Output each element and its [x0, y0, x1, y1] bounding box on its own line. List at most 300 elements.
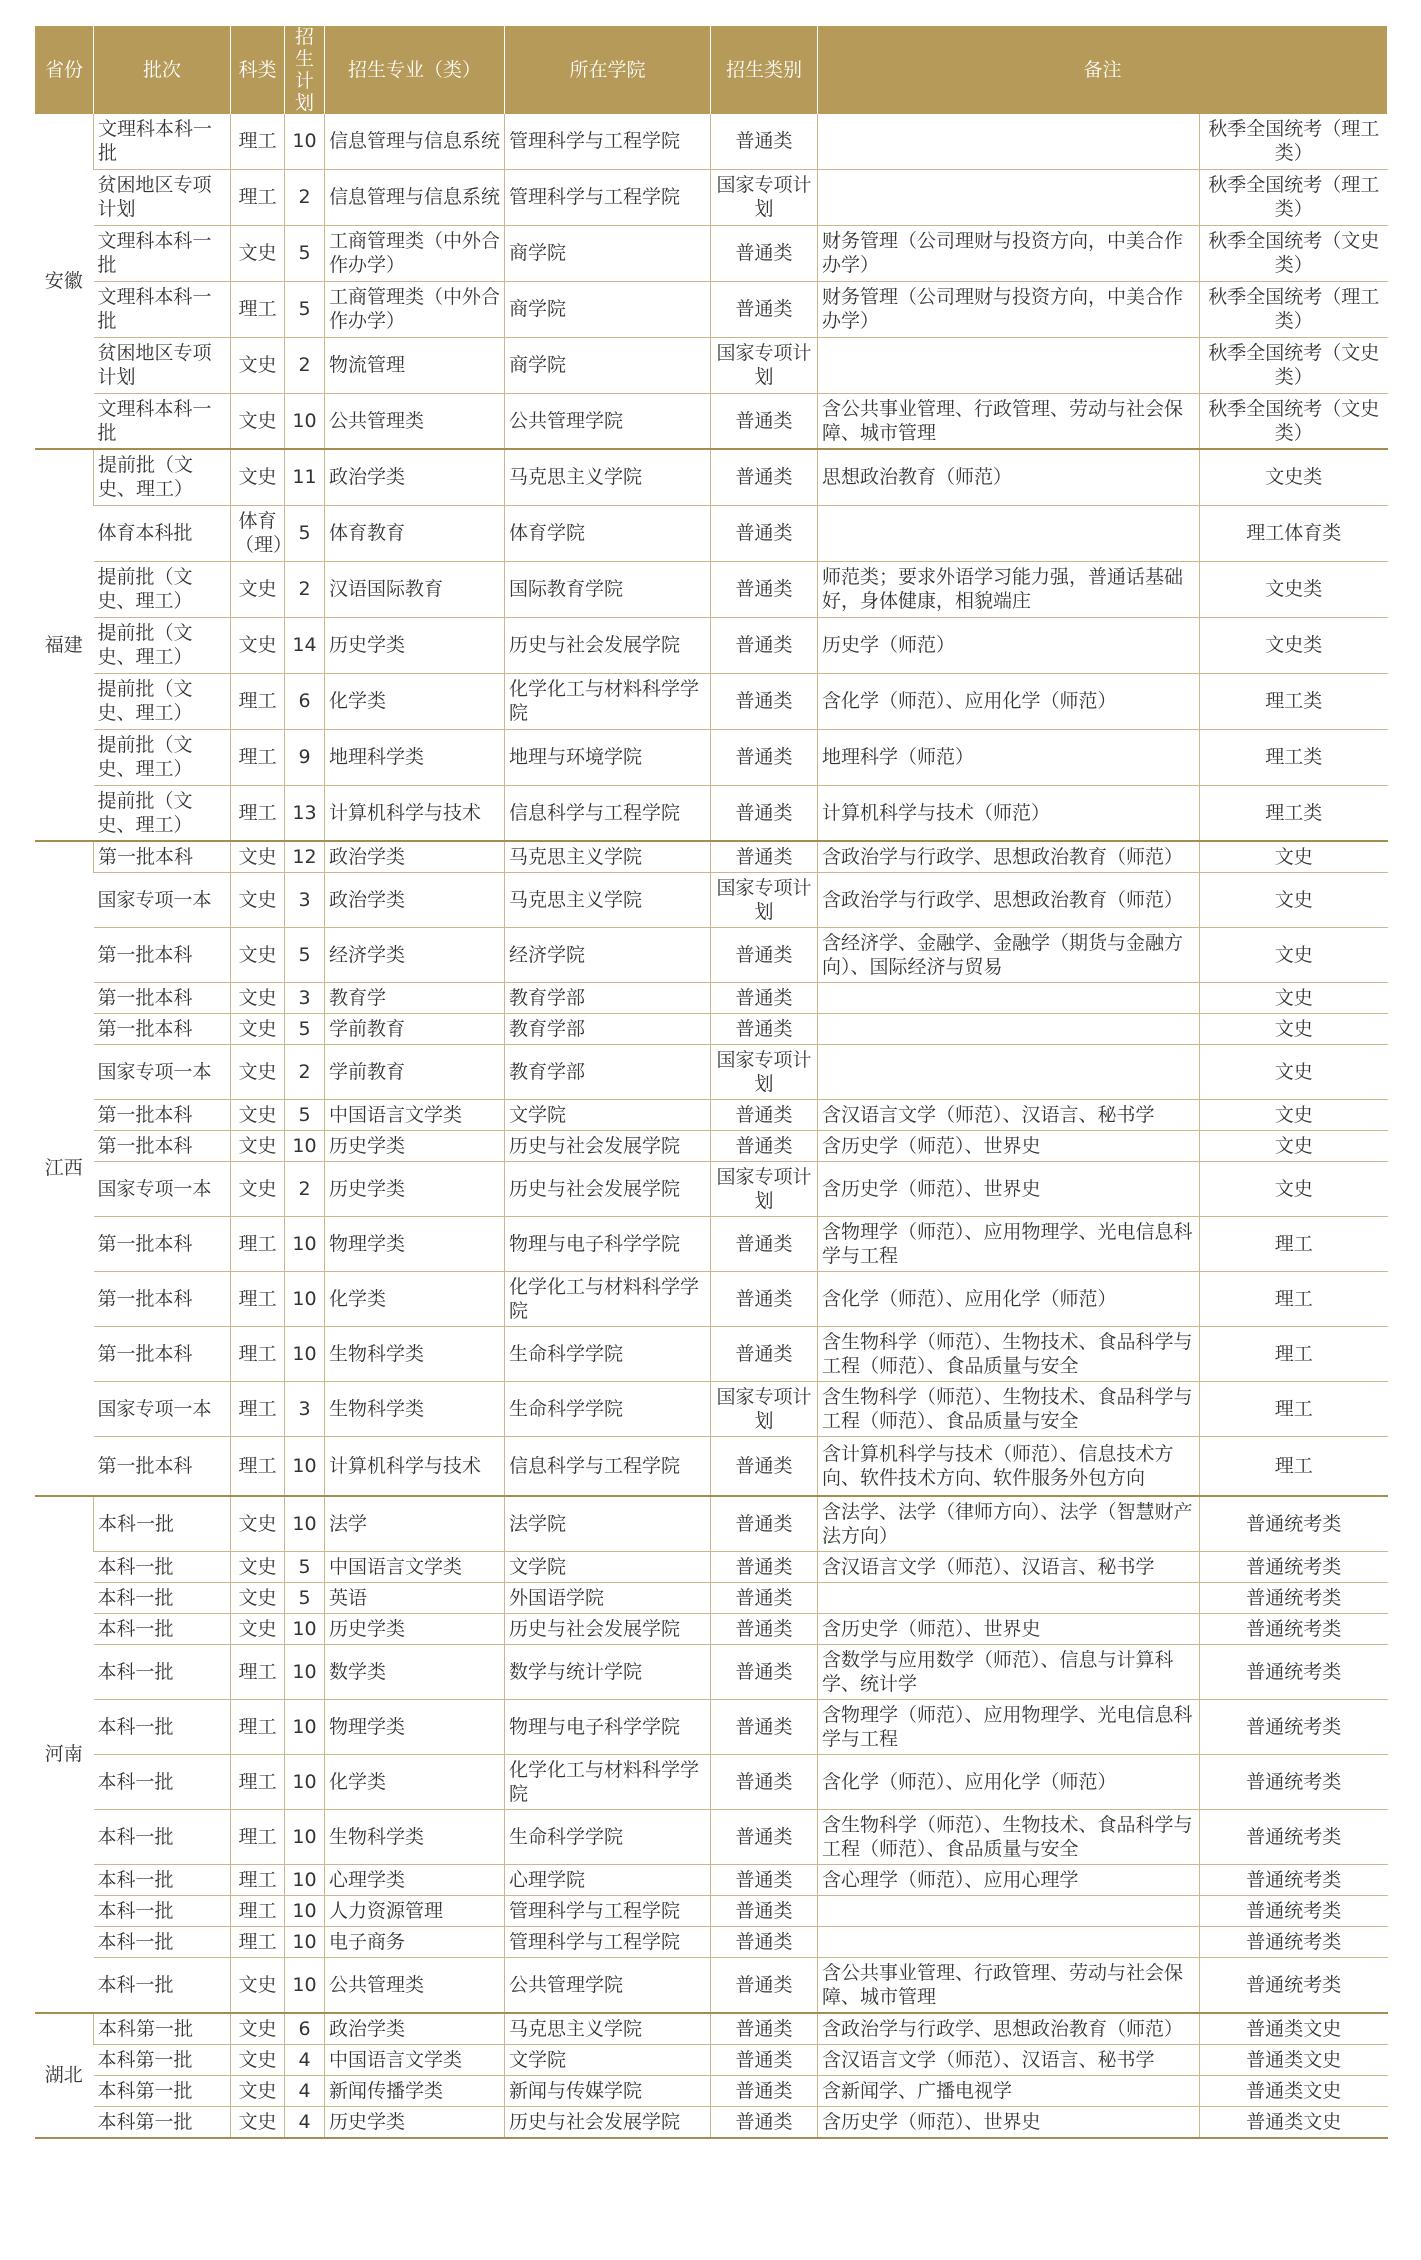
table-row: [35, 1551, 1388, 1582]
category-cell: 普通类: [711, 505, 818, 561]
category-cell: 普通类: [711, 928, 818, 983]
category-cell: 普通类: [711, 785, 818, 841]
plan-cell: 14: [285, 617, 325, 673]
category-cell: 普通类: [711, 1551, 818, 1582]
college-cell: 马克思主义学院: [505, 841, 711, 873]
exam-type-cell: 理工类: [1200, 785, 1388, 841]
category-cell: 普通类: [711, 673, 818, 729]
remark-cell: 含历史学（师范）、世界史: [818, 1131, 1200, 1162]
batch-cell: 第一批本科: [94, 1327, 231, 1382]
table-row: [35, 1957, 1388, 2013]
plan-cell: 5: [285, 928, 325, 983]
category-cell: 普通类: [711, 281, 818, 337]
table-row: [35, 2013, 1388, 2045]
remark-cell: 含历史学（师范）、世界史: [818, 1162, 1200, 1217]
major-cell: 地理科学类: [325, 729, 505, 785]
remark-cell: 含化学（师范）、应用化学（师范）: [818, 673, 1200, 729]
batch-cell: 第一批本科: [94, 1437, 231, 1496]
plan-cell: 3: [285, 1382, 325, 1437]
plan-cell: 2: [285, 337, 325, 393]
remark-cell: 含经济学、金融学、金融学（期货与金融方向）、国际经济与贸易: [818, 928, 1200, 983]
subject-cell: 文史: [231, 1551, 285, 1582]
table-row: [35, 729, 1388, 785]
plan-cell: 11: [285, 449, 325, 505]
subject-cell: 文史: [231, 337, 285, 393]
category-cell: 普通类: [711, 1809, 818, 1864]
college-cell: 历史与社会发展学院: [505, 1613, 711, 1644]
category-cell: 国家专项计划: [711, 169, 818, 225]
remark-cell: [818, 1582, 1200, 1613]
major-cell: 生物科学类: [325, 1327, 505, 1382]
header-remark: 备注: [818, 26, 1388, 114]
batch-cell: 本科一批: [94, 1926, 231, 1957]
table-row: [35, 169, 1388, 225]
header-plan: 招生计划: [285, 26, 325, 114]
category-cell: 普通类: [711, 841, 818, 873]
college-cell: 历史与社会发展学院: [505, 2106, 711, 2138]
college-cell: 心理学院: [505, 1864, 711, 1895]
major-cell: 物流管理: [325, 337, 505, 393]
remark-cell: 含政治学与行政学、思想政治教育（师范）: [818, 2013, 1200, 2045]
remark-cell: 含生物科学（师范）、生物技术、食品科学与工程（师范）、食品质量与安全: [818, 1382, 1200, 1437]
batch-cell: 本科一批: [94, 1754, 231, 1809]
category-cell: 普通类: [711, 393, 818, 449]
header-subject: 科类: [231, 26, 285, 114]
subject-cell: 文史: [231, 1131, 285, 1162]
category-cell: 国家专项计划: [711, 337, 818, 393]
major-cell: 人力资源管理: [325, 1895, 505, 1926]
batch-cell: 文理科本科一批: [94, 393, 231, 449]
remark-cell: [818, 1895, 1200, 1926]
subject-cell: 文史: [231, 393, 285, 449]
exam-type-cell: 普通统考类: [1200, 1809, 1388, 1864]
category-cell: 普通类: [711, 1926, 818, 1957]
table-row: [35, 2044, 1388, 2075]
subject-cell: 理工: [231, 1926, 285, 1957]
college-cell: 生命科学学院: [505, 1809, 711, 1864]
plan-cell: 10: [285, 1926, 325, 1957]
batch-cell: 贫困地区专项计划: [94, 337, 231, 393]
major-cell: 政治学类: [325, 841, 505, 873]
remark-cell: 含心理学（师范）、应用心理学: [818, 1864, 1200, 1895]
table-row: [35, 393, 1388, 449]
college-cell: 历史与社会发展学院: [505, 1131, 711, 1162]
exam-type-cell: 文史: [1200, 1100, 1388, 1131]
subject-cell: 文史: [231, 1100, 285, 1131]
category-cell: 国家专项计划: [711, 1045, 818, 1100]
college-cell: 管理科学与工程学院: [505, 114, 711, 169]
exam-type-cell: 理工: [1200, 1327, 1388, 1382]
college-cell: 信息科学与工程学院: [505, 785, 711, 841]
subject-cell: 理工: [231, 785, 285, 841]
remark-cell: 含物理学（师范）、应用物理学、光电信息科学与工程: [818, 1699, 1200, 1754]
college-cell: 教育学部: [505, 1045, 711, 1100]
major-cell: 信息管理与信息系统: [325, 114, 505, 169]
plan-cell: 10: [285, 1957, 325, 2013]
subject-cell: 文史: [231, 1162, 285, 1217]
province-cell: 江西: [35, 841, 94, 1496]
subject-cell: 理工: [231, 1644, 285, 1699]
college-cell: 教育学部: [505, 1014, 711, 1045]
category-cell: 普通类: [711, 983, 818, 1014]
table-row: [35, 1382, 1388, 1437]
plan-cell: 6: [285, 2013, 325, 2045]
table-row: [35, 2106, 1388, 2138]
subject-cell: 文史: [231, 983, 285, 1014]
exam-type-cell: 普通统考类: [1200, 1864, 1388, 1895]
subject-cell: 文史: [231, 617, 285, 673]
category-cell: 普通类: [711, 1272, 818, 1327]
plan-cell: 5: [285, 281, 325, 337]
remark-cell: 含新闻学、广播电视学: [818, 2075, 1200, 2106]
table-row: [35, 1895, 1388, 1926]
batch-cell: 本科一批: [94, 1582, 231, 1613]
plan-cell: 3: [285, 873, 325, 928]
table-row: [35, 1217, 1388, 1272]
table-row: [35, 1864, 1388, 1895]
batch-cell: 第一批本科: [94, 928, 231, 983]
plan-cell: 10: [285, 1699, 325, 1754]
table-row: [35, 1437, 1388, 1496]
category-cell: 普通类: [711, 1644, 818, 1699]
exam-type-cell: 理工: [1200, 1382, 1388, 1437]
exam-type-cell: 文史: [1200, 928, 1388, 983]
plan-cell: 10: [285, 1496, 325, 1552]
subject-cell: 文史: [231, 561, 285, 617]
subject-cell: 文史: [231, 225, 285, 281]
major-cell: 物理学类: [325, 1217, 505, 1272]
college-cell: 公共管理学院: [505, 393, 711, 449]
province-cell: 河南: [35, 1496, 94, 2013]
college-cell: 马克思主义学院: [505, 2013, 711, 2045]
subject-cell: 理工: [231, 1754, 285, 1809]
table-row: [35, 617, 1388, 673]
subject-cell: 理工: [231, 281, 285, 337]
exam-type-cell: 普通统考类: [1200, 1613, 1388, 1644]
batch-cell: 体育本科批: [94, 505, 231, 561]
exam-type-cell: 普通统考类: [1200, 1496, 1388, 1552]
category-cell: 普通类: [711, 1613, 818, 1644]
plan-cell: 2: [285, 1045, 325, 1100]
batch-cell: 贫困地区专项计划: [94, 169, 231, 225]
major-cell: 电子商务: [325, 1926, 505, 1957]
table-row: [35, 983, 1388, 1014]
remark-cell: [818, 169, 1200, 225]
subject-cell: 理工: [231, 1699, 285, 1754]
college-cell: 马克思主义学院: [505, 449, 711, 505]
subject-cell: 文史: [231, 841, 285, 873]
batch-cell: 本科一批: [94, 1551, 231, 1582]
major-cell: 历史学类: [325, 1613, 505, 1644]
major-cell: 汉语国际教育: [325, 561, 505, 617]
batch-cell: 本科一批: [94, 1895, 231, 1926]
exam-type-cell: 普通统考类: [1200, 1699, 1388, 1754]
major-cell: 历史学类: [325, 617, 505, 673]
remark-cell: 含汉语言文学（师范）、汉语言、秘书学: [818, 2044, 1200, 2075]
admissions-table-sheet: [34, 26, 1387, 2139]
table-header-row: [35, 26, 1388, 114]
table-row: [35, 114, 1388, 169]
batch-cell: 本科第一批: [94, 2106, 231, 2138]
batch-cell: 本科一批: [94, 1613, 231, 1644]
major-cell: 化学类: [325, 1272, 505, 1327]
category-cell: 普通类: [711, 1100, 818, 1131]
category-cell: 普通类: [711, 1699, 818, 1754]
remark-cell: 含历史学（师范）、世界史: [818, 1613, 1200, 1644]
major-cell: 体育教育: [325, 505, 505, 561]
plan-cell: 10: [285, 393, 325, 449]
exam-type-cell: 秋季全国统考（理工类）: [1200, 281, 1388, 337]
table-row: [35, 785, 1388, 841]
exam-type-cell: 文史: [1200, 1014, 1388, 1045]
exam-type-cell: 普通统考类: [1200, 1644, 1388, 1699]
exam-type-cell: 文史: [1200, 983, 1388, 1014]
table-row: [35, 1809, 1388, 1864]
college-cell: 生命科学学院: [505, 1327, 711, 1382]
remark-cell: [818, 1014, 1200, 1045]
table-row: [35, 1582, 1388, 1613]
college-cell: 商学院: [505, 337, 711, 393]
table-row: [35, 1272, 1388, 1327]
admissions-table: [34, 26, 1388, 2139]
major-cell: 信息管理与信息系统: [325, 169, 505, 225]
remark-cell: 含物理学（师范）、应用物理学、光电信息科学与工程: [818, 1217, 1200, 1272]
plan-cell: 10: [285, 1754, 325, 1809]
exam-type-cell: 理工类: [1200, 673, 1388, 729]
header-province: 省份: [35, 26, 94, 114]
batch-cell: 本科一批: [94, 1644, 231, 1699]
college-cell: 化学化工与材料科学学院: [505, 1754, 711, 1809]
subject-cell: 理工: [231, 729, 285, 785]
category-cell: 国家专项计划: [711, 873, 818, 928]
remark-cell: 含政治学与行政学、思想政治教育（师范）: [818, 873, 1200, 928]
plan-cell: 10: [285, 1895, 325, 1926]
exam-type-cell: 秋季全国统考（理工类）: [1200, 114, 1388, 169]
exam-type-cell: 文史类: [1200, 449, 1388, 505]
batch-cell: 提前批（文史、理工）: [94, 449, 231, 505]
table-row: [35, 1754, 1388, 1809]
college-cell: 国际教育学院: [505, 561, 711, 617]
college-cell: 地理与环境学院: [505, 729, 711, 785]
college-cell: 文学院: [505, 1100, 711, 1131]
subject-cell: 文史: [231, 1582, 285, 1613]
remark-cell: 含历史学（师范）、世界史: [818, 2106, 1200, 2138]
category-cell: 普通类: [711, 1217, 818, 1272]
subject-cell: 文史: [231, 2013, 285, 2045]
subject-cell: 理工: [231, 1382, 285, 1437]
table-row: [35, 1327, 1388, 1382]
college-cell: 历史与社会发展学院: [505, 1162, 711, 1217]
category-cell: 普通类: [711, 449, 818, 505]
remark-cell: 含计算机科学与技术（师范）、信息技术方向、软件技术方向、软件服务外包方向: [818, 1437, 1200, 1496]
batch-cell: 第一批本科: [94, 1217, 231, 1272]
category-cell: 普通类: [711, 2075, 818, 2106]
category-cell: 普通类: [711, 114, 818, 169]
subject-cell: 文史: [231, 2106, 285, 2138]
exam-type-cell: 秋季全国统考（理工类）: [1200, 169, 1388, 225]
plan-cell: 5: [285, 1582, 325, 1613]
exam-type-cell: 理工体育类: [1200, 505, 1388, 561]
exam-type-cell: 普通统考类: [1200, 1895, 1388, 1926]
batch-cell: 国家专项一本: [94, 1162, 231, 1217]
college-cell: 外国语学院: [505, 1582, 711, 1613]
exam-type-cell: 文史类: [1200, 617, 1388, 673]
remark-cell: 含生物科学（师范）、生物技术、食品科学与工程（师范）、食品质量与安全: [818, 1809, 1200, 1864]
category-cell: 国家专项计划: [711, 1162, 818, 1217]
table-row: [35, 928, 1388, 983]
plan-cell: 2: [285, 1162, 325, 1217]
exam-type-cell: 普通统考类: [1200, 1551, 1388, 1582]
major-cell: 学前教育: [325, 1014, 505, 1045]
table-row: [35, 1496, 1388, 1552]
exam-type-cell: 秋季全国统考（文史类）: [1200, 393, 1388, 449]
table-row: [35, 1644, 1388, 1699]
exam-type-cell: 普通统考类: [1200, 1926, 1388, 1957]
remark-cell: 含化学（师范）、应用化学（师范）: [818, 1754, 1200, 1809]
college-cell: 公共管理学院: [505, 1957, 711, 2013]
major-cell: 化学类: [325, 1754, 505, 1809]
major-cell: 中国语言文学类: [325, 2044, 505, 2075]
major-cell: 工商管理类（中外合作办学）: [325, 281, 505, 337]
major-cell: 物理学类: [325, 1699, 505, 1754]
plan-cell: 10: [285, 1131, 325, 1162]
exam-type-cell: 普通统考类: [1200, 1957, 1388, 2013]
plan-cell: 10: [285, 1327, 325, 1382]
major-cell: 学前教育: [325, 1045, 505, 1100]
plan-cell: 4: [285, 2075, 325, 2106]
major-cell: 新闻传播学类: [325, 2075, 505, 2106]
remark-cell: [818, 983, 1200, 1014]
exam-type-cell: 秋季全国统考（文史类）: [1200, 225, 1388, 281]
major-cell: 计算机科学与技术: [325, 785, 505, 841]
exam-type-cell: 理工: [1200, 1272, 1388, 1327]
major-cell: 政治学类: [325, 449, 505, 505]
batch-cell: 文理科本科一批: [94, 225, 231, 281]
batch-cell: 提前批（文史、理工）: [94, 673, 231, 729]
major-cell: 历史学类: [325, 2106, 505, 2138]
plan-cell: 10: [285, 1272, 325, 1327]
batch-cell: 文理科本科一批: [94, 114, 231, 169]
subject-cell: 文史: [231, 873, 285, 928]
category-cell: 普通类: [711, 1131, 818, 1162]
subject-cell: 文史: [231, 1613, 285, 1644]
category-cell: 普通类: [711, 1014, 818, 1045]
province-cell: 湖北: [35, 2013, 94, 2138]
remark-cell: 含汉语言文学（师范）、汉语言、秘书学: [818, 1551, 1200, 1582]
college-cell: 化学化工与材料科学学院: [505, 1272, 711, 1327]
major-cell: 生物科学类: [325, 1809, 505, 1864]
remark-cell: [818, 114, 1200, 169]
college-cell: 商学院: [505, 281, 711, 337]
exam-type-cell: 文史: [1200, 873, 1388, 928]
major-cell: 经济学类: [325, 928, 505, 983]
major-cell: 中国语言文学类: [325, 1100, 505, 1131]
major-cell: 生物科学类: [325, 1382, 505, 1437]
remark-cell: 含数学与应用数学（师范）、信息与计算科学、统计学: [818, 1644, 1200, 1699]
college-cell: 经济学院: [505, 928, 711, 983]
remark-cell: 计算机科学与技术（师范）: [818, 785, 1200, 841]
batch-cell: 提前批（文史、理工）: [94, 785, 231, 841]
batch-cell: 第一批本科: [94, 1014, 231, 1045]
exam-type-cell: 文史类: [1200, 561, 1388, 617]
province-cell: 安徽: [35, 114, 94, 449]
college-cell: 法学院: [505, 1496, 711, 1552]
batch-cell: 本科一批: [94, 1496, 231, 1552]
subject-cell: 理工: [231, 1864, 285, 1895]
batch-cell: 第一批本科: [94, 983, 231, 1014]
remark-cell: 含法学、法学（律师方向）、法学（智慧财产法方向）: [818, 1496, 1200, 1552]
category-cell: 普通类: [711, 2106, 818, 2138]
subject-cell: 文史: [231, 1957, 285, 2013]
plan-cell: 5: [285, 1014, 325, 1045]
remark-cell: 含公共事业管理、行政管理、劳动与社会保障、城市管理: [818, 393, 1200, 449]
college-cell: 商学院: [505, 225, 711, 281]
table-row: [35, 2075, 1388, 2106]
major-cell: 历史学类: [325, 1162, 505, 1217]
table-row: [35, 449, 1388, 505]
exam-type-cell: 普通类文史: [1200, 2044, 1388, 2075]
subject-cell: 文史: [231, 2075, 285, 2106]
table-row: [35, 561, 1388, 617]
batch-cell: 第一批本科: [94, 1272, 231, 1327]
exam-type-cell: 普通统考类: [1200, 1754, 1388, 1809]
college-cell: 化学化工与材料科学学院: [505, 673, 711, 729]
category-cell: 普通类: [711, 225, 818, 281]
remark-cell: [818, 1045, 1200, 1100]
subject-cell: 文史: [231, 1496, 285, 1552]
category-cell: 普通类: [711, 2013, 818, 2045]
table-row: [35, 1926, 1388, 1957]
major-cell: 历史学类: [325, 1131, 505, 1162]
plan-cell: 10: [285, 1809, 325, 1864]
batch-cell: 提前批（文史、理工）: [94, 617, 231, 673]
table-row: [35, 337, 1388, 393]
table-row: [35, 673, 1388, 729]
subject-cell: 理工: [231, 1809, 285, 1864]
plan-cell: 5: [285, 505, 325, 561]
category-cell: 普通类: [711, 1437, 818, 1496]
remark-cell: 师范类；要求外语学习能力强，普通话基础好，身体健康，相貌端庄: [818, 561, 1200, 617]
batch-cell: 本科第一批: [94, 2044, 231, 2075]
plan-cell: 10: [285, 1217, 325, 1272]
exam-type-cell: 文史: [1200, 1045, 1388, 1100]
plan-cell: 10: [285, 1613, 325, 1644]
table-row: [35, 841, 1388, 873]
subject-cell: 体育（理）: [231, 505, 285, 561]
remark-cell: 历史学（师范）: [818, 617, 1200, 673]
batch-cell: 第一批本科: [94, 1131, 231, 1162]
plan-cell: 6: [285, 673, 325, 729]
exam-type-cell: 文史: [1200, 1162, 1388, 1217]
subject-cell: 理工: [231, 1272, 285, 1327]
subject-cell: 文史: [231, 449, 285, 505]
major-cell: 工商管理类（中外合作办学）: [325, 225, 505, 281]
category-cell: 普通类: [711, 2044, 818, 2075]
batch-cell: 本科一批: [94, 1699, 231, 1754]
exam-type-cell: 理工: [1200, 1217, 1388, 1272]
category-cell: 普通类: [711, 1496, 818, 1552]
category-cell: 普通类: [711, 1864, 818, 1895]
college-cell: 数学与统计学院: [505, 1644, 711, 1699]
exam-type-cell: 秋季全国统考（文史类）: [1200, 337, 1388, 393]
major-cell: 教育学: [325, 983, 505, 1014]
category-cell: 国家专项计划: [711, 1382, 818, 1437]
batch-cell: 第一批本科: [94, 841, 231, 873]
category-cell: 普通类: [711, 1895, 818, 1926]
province-cell: 福建: [35, 449, 94, 841]
college-cell: 物理与电子科学学院: [505, 1699, 711, 1754]
category-cell: 普通类: [711, 1957, 818, 2013]
